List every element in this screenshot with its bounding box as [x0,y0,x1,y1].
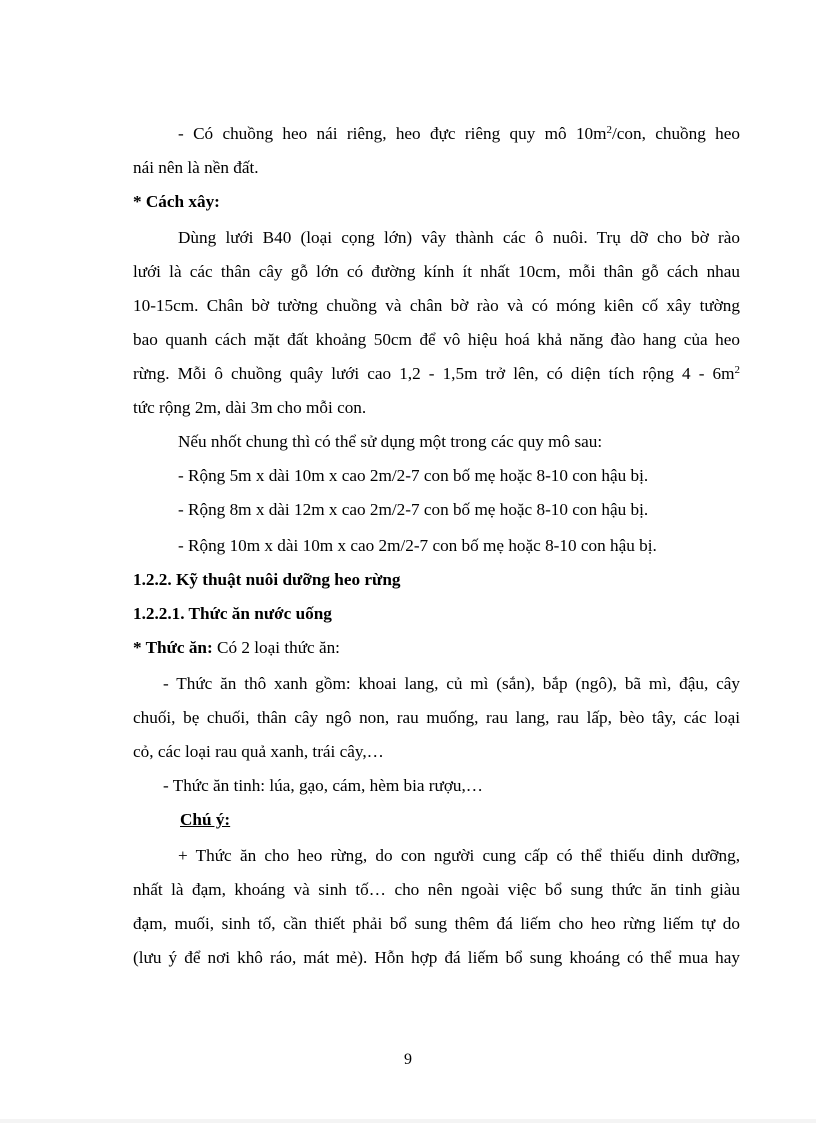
text-run: - Có chuồng heo nái riêng, heo đực riêng quy mô 10m [178,124,607,143]
paragraph-line: cỏ, các loại rau quả xanh, trái cây,… [133,742,384,761]
paragraph-line: - Thức ăn tinh: lúa, gạo, cám, hèm bia rượu,… [163,776,483,795]
section-heading: * Cách xây: [133,192,220,211]
paragraph-line [133,363,740,385]
paragraph-line: đạm, muối, sinh tố, cần thiết phải bổ sung thêm đá liếm cho heo rừng liếm tự do [133,914,740,933]
superscript: 2 [734,364,740,376]
paragraph-line: + Thức ăn cho heo rừng, do con người cung cấp có thể thiếu dinh dưỡng, [178,846,740,865]
section-heading-1-2-2: 1.2.2. Kỹ thuật nuôi dưỡng heo rừng [133,570,401,589]
bold-label: * Thức ăn: [133,638,213,657]
paragraph-line: (lưu ý để nơi khô ráo, mát mẻ). Hỗn hợp đá liếm bổ sung khoáng có thể mua hay [133,948,740,967]
text-run: /con, chuồng heo [612,124,740,143]
text-run: rừng. Mỗi ô chuồng quây lưới cao 1,2 - 1,5m trở lên, có diện tích rộng 4 - 6m [133,364,735,383]
paragraph-line: bao quanh cách mặt đất khoảng 50cm để vô hiệu hoá khả năng đào hang của heo [133,330,740,349]
paragraph-line: - Thức ăn thô xanh gồm: khoai lang, củ mì (sắn), bắp (ngô), bã mì, đậu, cây [163,674,740,693]
page-number: 9 [404,1051,412,1068]
paragraph-line: Nếu nhốt chung thì có thể sử dụng một trong các quy mô sau: [178,432,603,451]
paragraph-line: 10-15cm. Chân bờ tường chuồng và chân bờ rào và có móng kiên cố xây tường [133,296,740,315]
paragraph-line [133,637,740,659]
paragraph-line: chuối, bẹ chuối, thân cây ngô non, rau muống, rau lang, rau lấp, bèo tây, các loại [133,708,740,727]
paragraph-line: nhất là đạm, khoáng và sinh tố… cho nên ngoài việc bổ sung thức ăn tinh giàu [133,880,740,899]
section-heading-1-2-2-1: 1.2.2.1. Thức ăn nước uống [133,604,332,623]
superscript: 2 [606,124,613,136]
paragraph-line: lưới là các thân cây gỗ lớn có đường kính ít nhất 10cm, mỗi thân gỗ cách nhau [133,262,740,281]
paragraph-line: Dùng lưới B40 (loại cọng lớn) vây thành các ô nuôi. Trụ dỡ cho bờ rào [178,228,740,247]
paragraph-line: tức rộng 2m, dài 3m cho mỗi con. [133,398,367,417]
list-item: - Rộng 10m x dài 10m x cao 2m/2-7 con bố mẹ hoặc 8-10 con hậu bị. [178,536,657,555]
list-item: - Rộng 5m x dài 10m x cao 2m/2-7 con bố mẹ hoặc 8-10 con hậu bị. [178,466,649,485]
list-item: - Rộng 8m x dài 12m x cao 2m/2-7 con bố mẹ hoặc 8-10 con hậu bị. [178,500,649,519]
paragraph-line: nái nên là nền đất. [133,158,259,177]
page-edge [0,1119,816,1123]
text-run: Có 2 loại thức ăn: [212,638,340,657]
note-heading: Chú ý: [180,810,231,829]
paragraph-line [178,123,740,145]
